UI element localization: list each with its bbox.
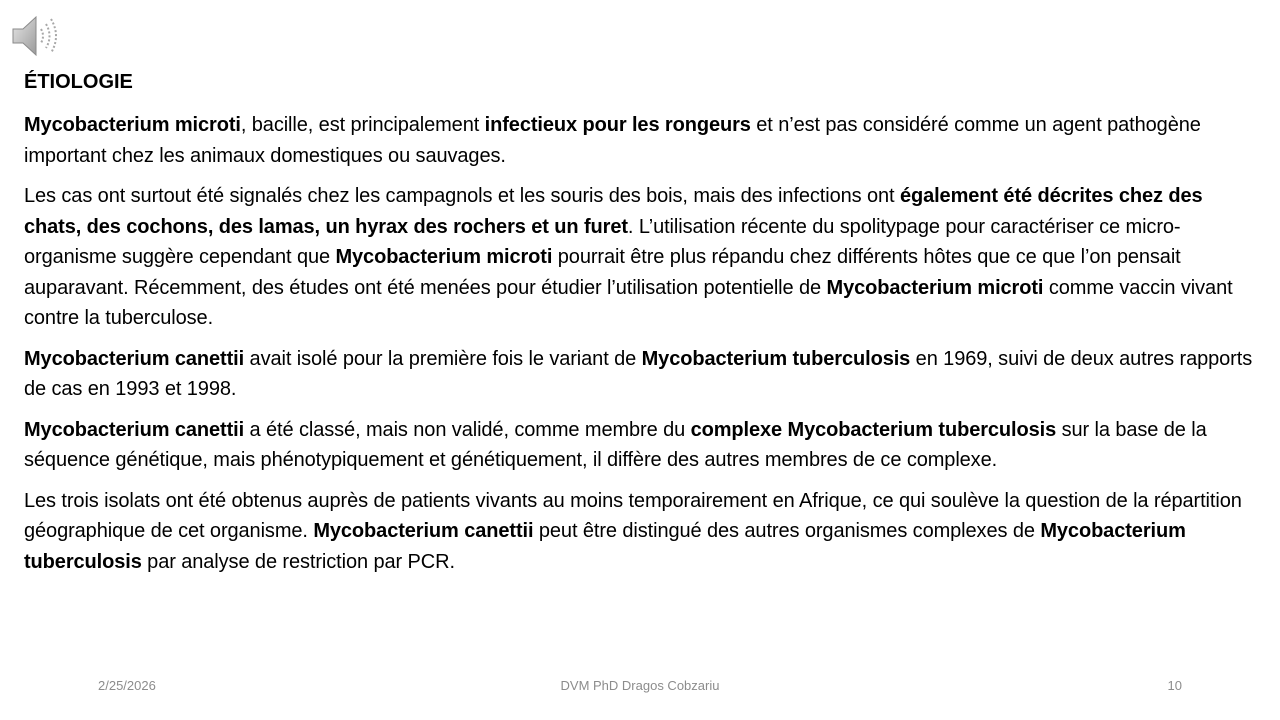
paragraph bbox=[24, 110, 1260, 171]
bold-text-run: Mycobacterium canettii bbox=[24, 347, 245, 370]
slide-title: ÉTIOLOGIE bbox=[24, 71, 133, 93]
bold-text-run: Mycobacterium tuberculosis bbox=[24, 520, 1186, 573]
bold-text-run: Mycobacterium microti bbox=[24, 114, 241, 136]
bold-text-run: complexe Mycobacterium tuberculosis bbox=[690, 418, 1057, 441]
text-run: et n’est pas considéré comme un agent pathogène important chez les animaux domestiques ou sauvages. bbox=[24, 114, 1201, 167]
bold-text-run: Mycobacterium canettii bbox=[313, 520, 534, 542]
slide-body bbox=[24, 110, 1260, 577]
speaker-icon[interactable] bbox=[10, 12, 62, 60]
text-run: pourrait être plus répandu chez différents hôtes que ce que l’on pensait auparavant. Récemment, des études ont été menées pour étudier l’utilisation potentielle de bbox=[24, 246, 1181, 299]
bold-text-run: Mycobacterium canettii bbox=[24, 418, 245, 441]
bold-text-run: Mycobacterium microti bbox=[335, 246, 553, 268]
footer-author: DVM PhD Dragos Cobzariu bbox=[560, 678, 720, 693]
text-run: a été classé, mais non validé, comme membre du bbox=[244, 418, 691, 441]
bold-text-run: Mycobacterium microti bbox=[826, 276, 1044, 299]
paragraph bbox=[24, 181, 1260, 334]
bold-text-run: infectieux pour les rongeurs bbox=[484, 114, 751, 136]
text-run: avait isolé pour la première fois le variant de bbox=[244, 347, 642, 370]
paragraph bbox=[24, 344, 1260, 405]
text-run: Les trois isolats ont été obtenus auprès de patients vivants au moins temporairement en Afrique, ce qui soulève la question de la répartition géographique de cet organisme. bbox=[24, 489, 1242, 542]
text-run: Les cas ont surtout été signalés chez les campagnols et les souris des bois, mais des infections ont bbox=[24, 185, 900, 207]
slide-content bbox=[24, 68, 1260, 587]
text-run: , bacille, est principalement bbox=[240, 114, 485, 136]
text-run: peut être distingué des autres organismes complexes de bbox=[533, 520, 1041, 542]
paragraph bbox=[24, 486, 1260, 578]
text-run: comme vaccin vivant contre la tuberculose. bbox=[24, 276, 1233, 329]
bold-text-run: Mycobacterium tuberculosis bbox=[641, 347, 911, 370]
footer-page-number: 10 bbox=[1167, 678, 1182, 693]
text-run: par analyse de restriction par PCR. bbox=[141, 550, 455, 573]
text-run: sur la base de la séquence génétique, mais phénotypiquement et génétiquement, il diffère des autres membres de ce complexe. bbox=[24, 418, 1207, 471]
paragraph bbox=[24, 415, 1260, 476]
footer-date: 2/25/2026 bbox=[98, 678, 156, 693]
bold-text-run: également été décrites chez des chats, des cochons, des lamas, un hyrax des rochers et un furet bbox=[24, 185, 1203, 238]
text-run: en 1969, suivi de deux autres rapports de cas en 1993 et 1998. bbox=[24, 347, 1253, 400]
text-run: . L’utilisation récente du spolitypage pour caractériser ce micro-organisme suggère cependant que bbox=[24, 215, 1181, 268]
